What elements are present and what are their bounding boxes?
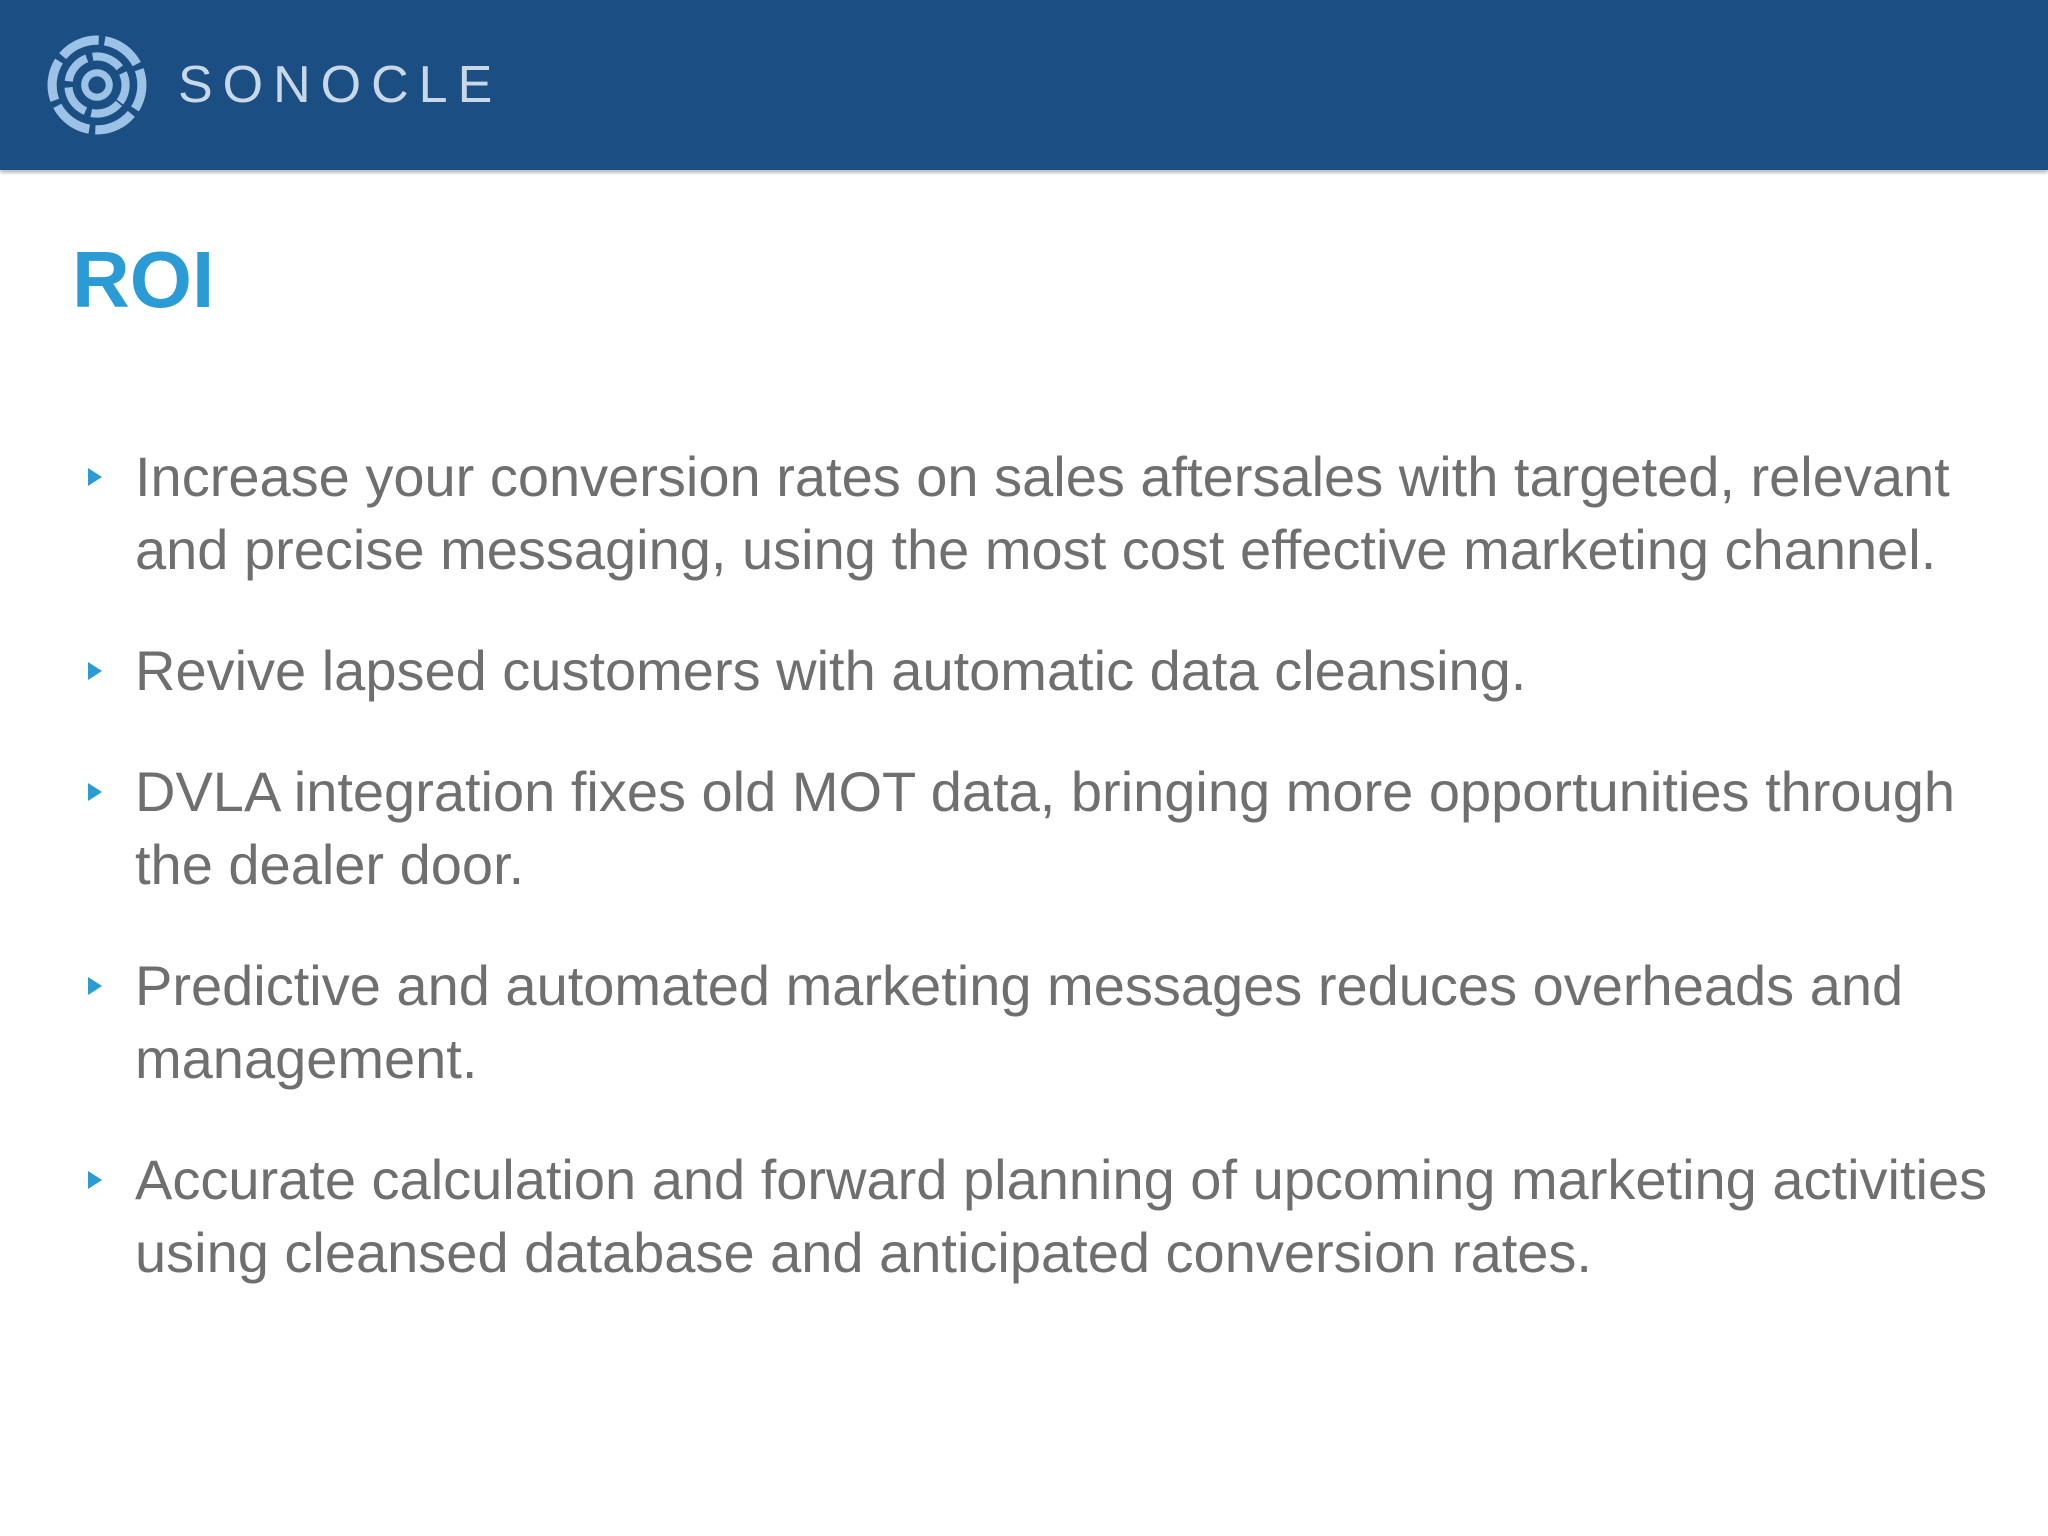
bullet-list [80,440,2000,1337]
header-bar [0,0,2048,170]
bullet-text: Revive lapsed customers with automatic data cleansing. [135,639,1527,702]
bullet-text: Predictive and automated marketing messages reduces overheads and management. [135,954,1904,1090]
bullet-text: Accurate calculation and forward planning of upcoming marketing activities using cleansed database and anticipated conversion rates. [135,1148,1988,1284]
bullet-arrow-icon [88,783,102,801]
bullet-arrow-icon [88,662,102,680]
bullet-text: DVLA integration fixes old MOT data, bringing more opportunities through the dealer door. [135,760,1955,896]
bullet-item [80,440,2000,586]
brand-name: SONOCLE [178,56,503,114]
bullet-item [80,634,2000,707]
sonocle-logo-icon [46,34,148,136]
logo [46,34,502,136]
bullet-text: Increase your conversion rates on sales aftersales with targeted, relevant and precise messaging, using the most cost effective marketing channel. [135,445,1950,581]
bullet-item [80,755,2000,901]
slide-title: ROI [72,235,215,324]
bullet-item [80,949,2000,1095]
bullet-arrow-icon [88,468,102,486]
bullet-item [80,1143,2000,1289]
bullet-arrow-icon [88,1171,102,1189]
bullet-arrow-icon [88,977,102,995]
